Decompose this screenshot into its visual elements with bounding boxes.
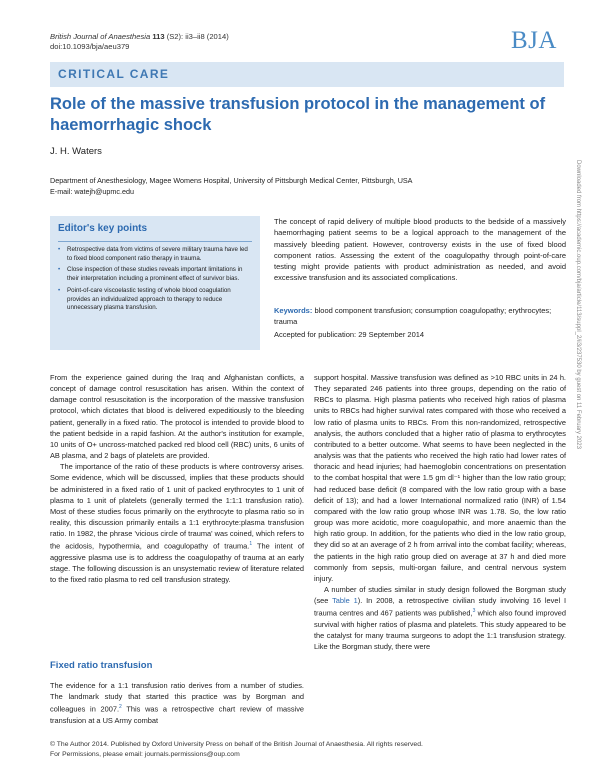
bja-logo: BJA (511, 27, 557, 54)
abstract: The concept of rapid delivery of multiple blood products to the bedside of a massively haemorrhaging patient seems to be a logical approach to the management of the massively bleeding patient. However, controversy exists in the use of fixed blood component ratios. Assessing the extent of the coagulopathy through point-of-care testing might provide patients with product administration as needed, and avoid excessive transfusion and its associated complications. (274, 217, 566, 283)
body-text: The evidence for a 1:1 transfusion ratio derives from a number of studies. The landmark study that started this practice was by Borgman and colleagues in 2007. (50, 681, 304, 714)
journal-citation (50, 32, 229, 52)
key-point-item: • Retrospective data from victims of severe military trauma have led to fixed blood component ratio therapy in trauma. (58, 246, 254, 263)
reference-link[interactable]: 1 (249, 541, 253, 548)
download-watermark-text: Downloaded from https://academic.oup.com/bja/article/113/suppl_2/ii3/237530 by guest on 11 February 2023 (575, 160, 581, 449)
body-paragraph (314, 584, 566, 652)
accepted-date: Accepted for publication: 29 September 2014 (274, 330, 425, 339)
section-heading: Fixed ratio transfusion (50, 660, 153, 671)
key-points-divider (58, 241, 252, 242)
body-text: This was a retrospective chart review of massive transfusion at a US Army combat (50, 704, 304, 725)
keywords-label: Keywords: (274, 306, 313, 315)
author-name: J. H. Waters (50, 146, 102, 157)
body-paragraph: From the experience gained during the Iraq and Afghanistan conflicts, a concept of damage control resuscitation has arisen. Within the context of damage control resuscitation is the incorporation of the massive transfusion protocol, which dictates that blood is delivered expeditiously to the bleeding patient, generally in a fixed ratio. The protocol is intended to provide blood to the patient bedside in a rapid fashion. At the author's institution for example, 10 units of O+ uncross-matched packed red blood cell (RBC) units, 6 units of AB plasma, and 2 bags of platelets are provided. (50, 373, 304, 461)
body-paragraph: support hospital. Massive transfusion was defined as >10 RBC units in 24 h. They separated 246 patients into three groups, depending on the ratio of RBCs to plasma. High plasma patients who received high ratios of plasma units to RBCs had higher survival rates compared with those who received a low ratio of plasma units to RBCs. From this non-randomized, retrospective analysis, the authors concluded that a higher ratio of plasma to erythrocytes contributed to a better outcome. What seems to have been neglected in the analysis was that the patients who received the high ratio had lower rates of thoracic and head injuries; had haemoglobin concentrations on presentation to the combat hospital that were 1.5 gm dl⁻¹ higher than the low ratio group; had reduced base deficit (8 compared with the low ratio group with a base deficit of 13); and had a lower International normalized ratio (INR) of 1.54 compared with the low ratio group whose INR was 1.78. So, the low ratio group was more acidotic, more coagulopathic, and more anaemic than the high ratio group. In addition, for the patients who died in the low ratio group, they did so at an average of 2 h from arrival into the combat facility; whereas, the patients in the high ratio group died on average at 37 h and died more commonly from sepsis, multi-organ failure, and central nervous system injury. (314, 373, 566, 583)
reference-link[interactable]: 2 (119, 704, 122, 711)
key-points-box (50, 216, 260, 350)
body-paragraph (50, 461, 304, 585)
body-column-left (50, 372, 304, 585)
article-title: Role of the massive transfusion protocol in the management of haemorrhagic shock (50, 95, 546, 134)
body-column-left-continued (50, 680, 304, 726)
page-footer (50, 740, 570, 760)
doi[interactable]: doi:10.1093/bja/aeu379 (50, 42, 130, 51)
copyright: © The Author 2014. Published by Oxford University Press on behalf of the British Journal of Anaesthesia. All rights reserved. (50, 741, 423, 748)
key-point-item: • Close inspection of these studies reveals important limitations in their interpretation including a prominent effect of survivor bias. (58, 266, 254, 283)
permissions: For Permissions, please email: journals.permissions@oup.com (50, 751, 240, 758)
body-text: The intent of aggressive plasma use is to address the coagulopathy of trauma at an early stage. The following discussion is an unsystematic review of literature related to the fixed ratio plasma to red cell transfusion strategy. (50, 541, 304, 585)
author-email[interactable]: E-mail: watejh@upmc.edu (50, 187, 134, 196)
affiliation-block (50, 175, 570, 197)
key-points-heading: Editor's key points (58, 223, 148, 234)
body-paragraph (50, 680, 304, 726)
keywords (274, 305, 566, 328)
download-watermark (573, 160, 583, 590)
key-points-list (58, 246, 254, 316)
body-column-right (314, 372, 566, 652)
journal-volume: 113 (152, 32, 165, 41)
section-band (50, 62, 564, 87)
keywords-text: blood component transfusion; consumption coagulopathy; erythrocytes; trauma (274, 306, 552, 327)
section-label: CRITICAL CARE (58, 67, 170, 81)
key-point-item: • Point-of-care viscoelastic testing of whole blood coagulation provides an individualized approach to therapy to reduce unnecessary plasma transfusion. (58, 287, 254, 313)
affiliation: Department of Anesthesiology, Magee Womens Hospital, University of Pittsburgh Medical Center, Pittsburgh, USA (50, 176, 413, 185)
table-link[interactable]: Table 1 (332, 596, 358, 606)
body-text: The importance of the ratio of these products is where controversy arises. Some evidence, which will be discussed, implies that these products should be administered in a fixed ratio of 1 unit of packed erythrocytes to 1 unit of plasma to 1 unit of platelets (generally termed the 1:1:1 transfusion ratio). Most of these studies focus primarily on the erythrocyte to plasma ratio so in reality, this discussion primarily entails a 1:1 erythrocyte:plasma transfusion ratio. In 1982, the phrase 'vicious circle of trauma' was coined, which refers to the acidosis, hypothermia, and coagulopathy of trauma. (50, 462, 304, 551)
body-text: ). In 2008, a retrospective civilian study involving 16 level I trauma centres and 467 patients was published, (314, 596, 566, 618)
journal-name: British Journal of Anaesthesia (50, 32, 151, 41)
body-text: A number of studies similar in study design followed the Borgman study (see (314, 584, 566, 606)
body-text: which also found improved survival with higher ratios of plasma and platelets. This study appeared to be the catalyst for many trauma surgeons to adopt the 1:1 transfusion strategy. Like the Borgman study, there were (314, 608, 566, 652)
reference-link[interactable]: 3 (472, 608, 476, 615)
journal-issue-pages: (S2): ii3–ii8 (2014) (166, 32, 229, 41)
